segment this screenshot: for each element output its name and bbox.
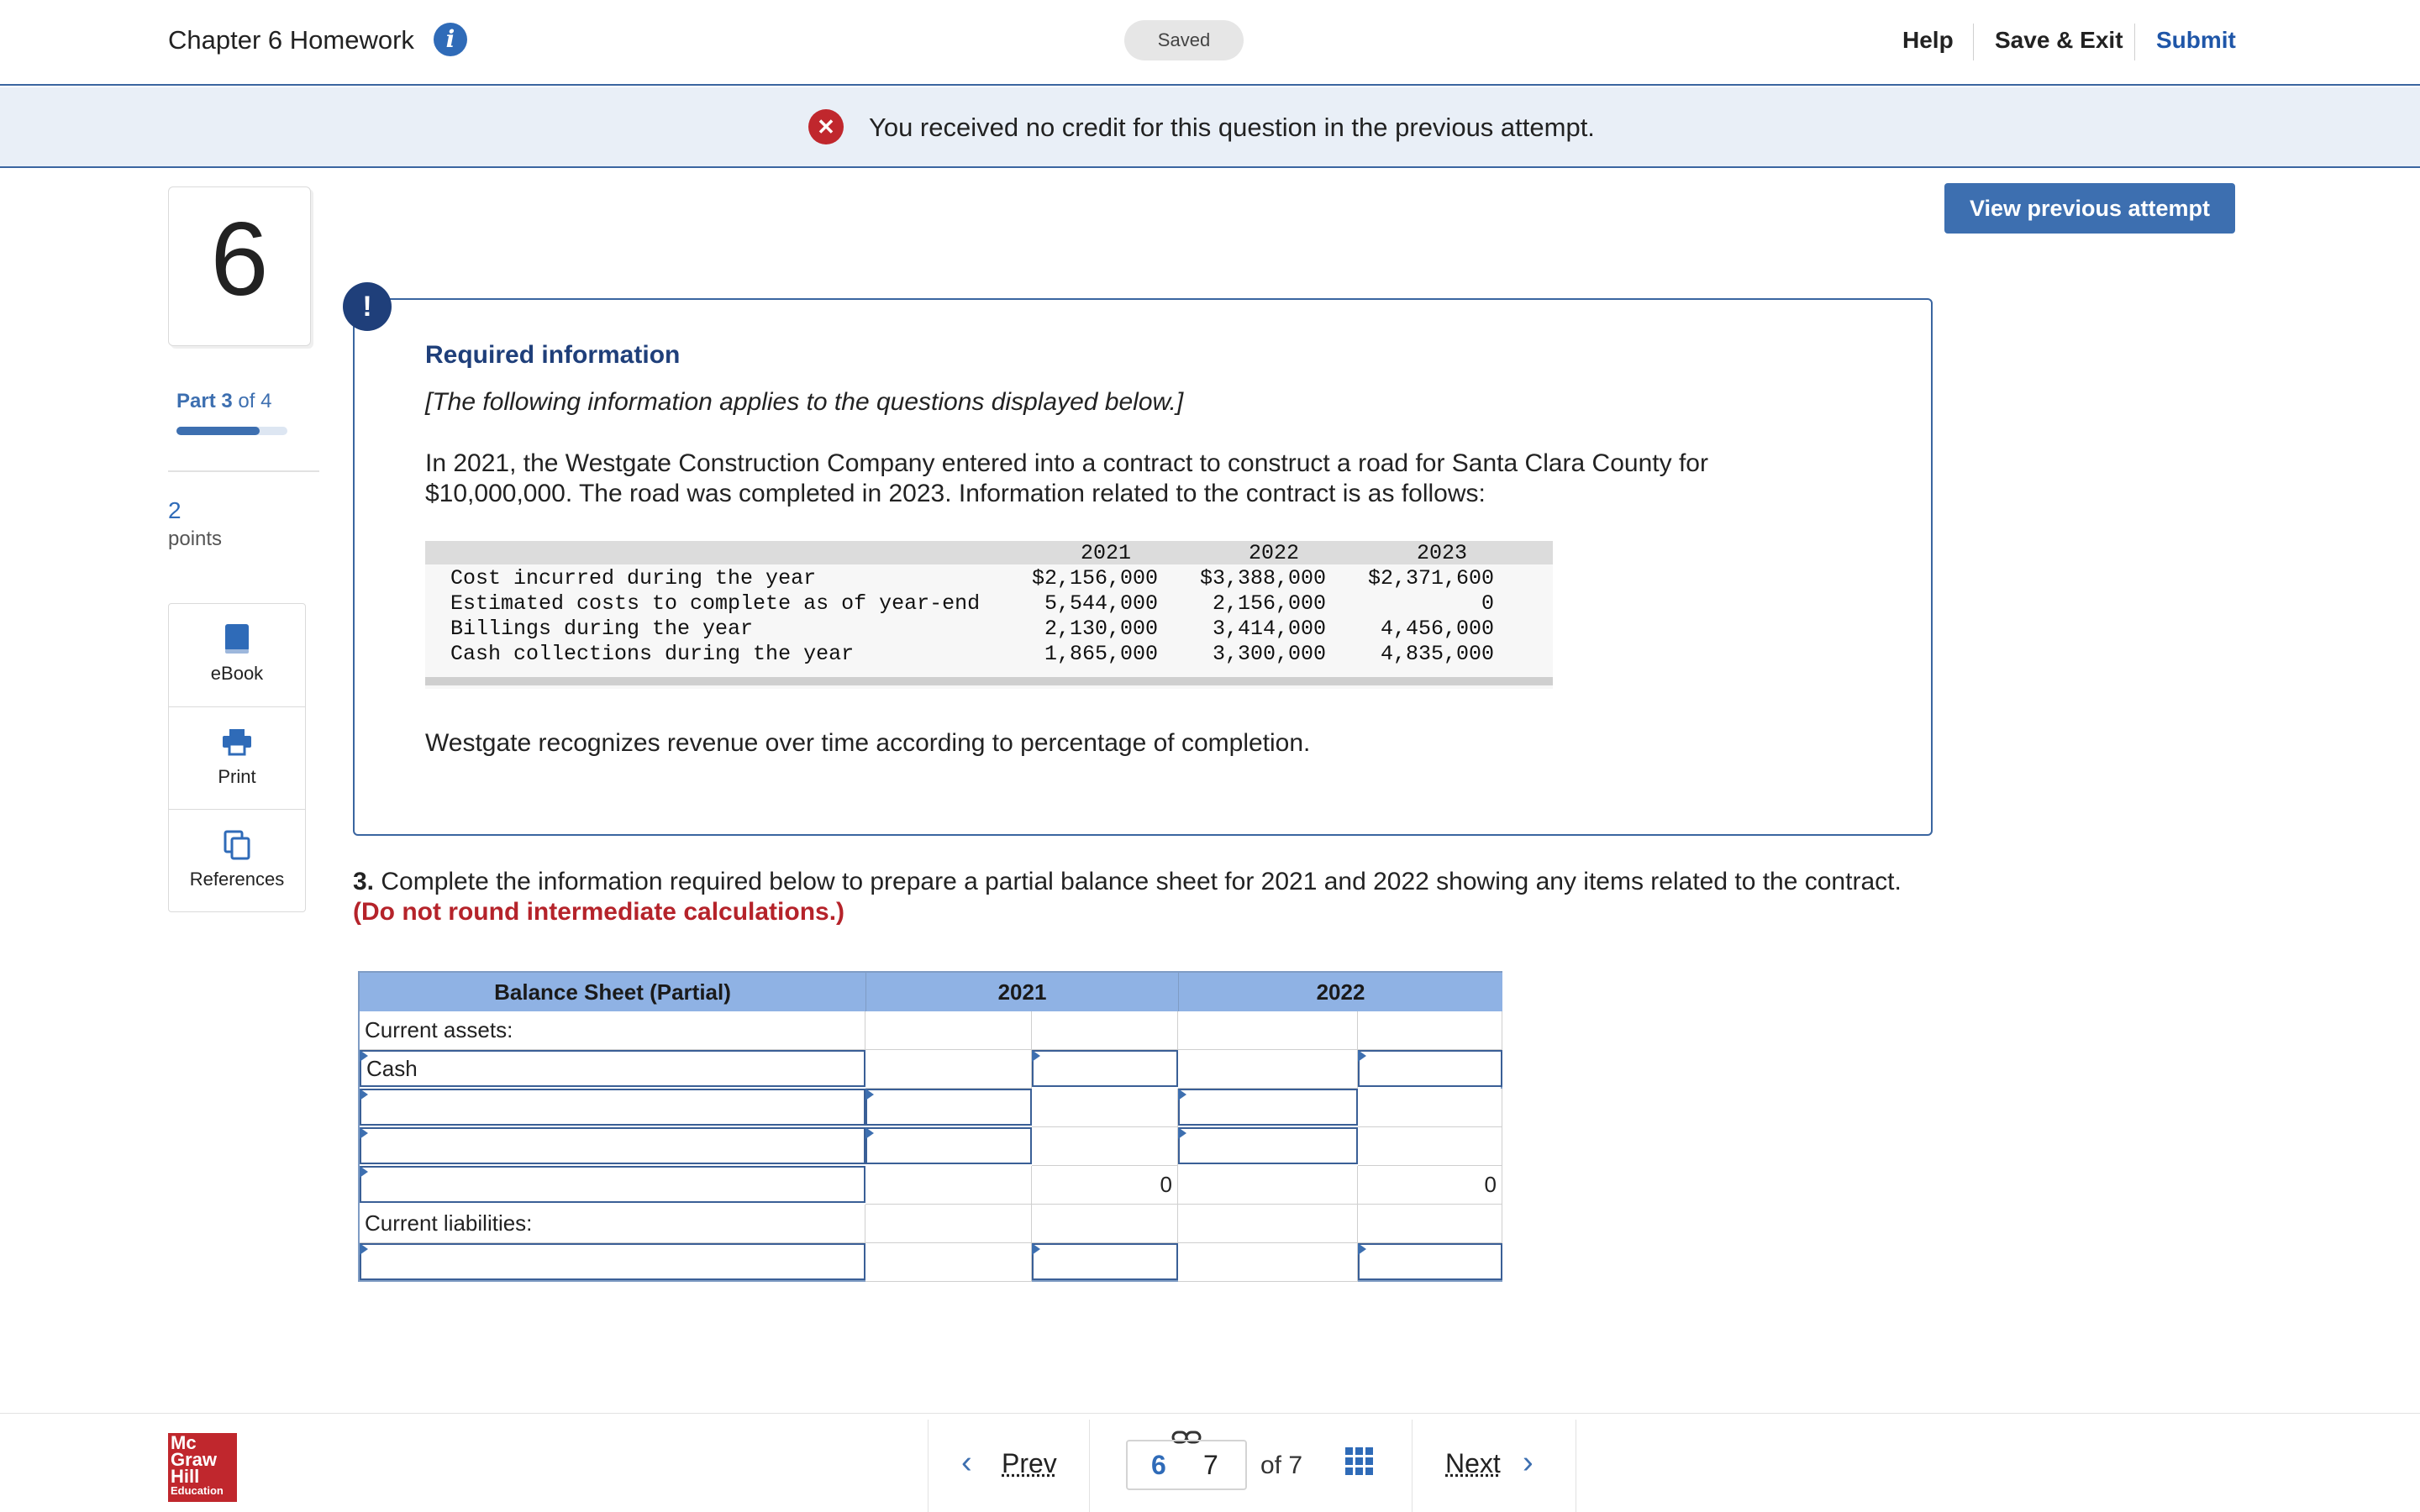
asset-1-2022-input[interactable]	[1178, 1089, 1358, 1126]
balance-sheet-header: Balance Sheet (Partial)	[360, 973, 865, 1011]
empty-cell	[865, 1166, 1032, 1205]
part-indicator	[176, 390, 271, 413]
part-progress-bar	[176, 427, 287, 435]
references-label: References	[189, 869, 285, 890]
data-cell: 3,414,000	[1212, 617, 1326, 641]
liability-2022-input[interactable]	[1358, 1243, 1502, 1280]
data-row-label: Estimated costs to complete as of year-end	[450, 591, 981, 616]
question-body: Complete the information required below to prepare a partial balance sheet for 2021 and 2022 showing any items related to the contract.	[374, 868, 1902, 895]
data-col-header: 2021	[1080, 541, 1131, 565]
recognition-text: Westgate recognizes revenue over time according to percentage of completion.	[425, 729, 1311, 757]
empty-cell	[1032, 1127, 1178, 1166]
saved-status-badge: Saved	[1124, 20, 1244, 60]
total-2022-value: 0	[1358, 1166, 1502, 1205]
save-exit-link[interactable]: Save & Exit	[1995, 27, 2123, 53]
references-button[interactable]	[169, 809, 305, 911]
exclamation-icon: !	[343, 282, 392, 331]
points-value: 2	[168, 497, 182, 523]
copy-pages-icon	[220, 828, 254, 862]
empty-cell	[1032, 1205, 1178, 1243]
data-cell: 4,456,000	[1380, 617, 1494, 641]
sidebar-divider	[168, 470, 319, 472]
nav-divider	[1412, 1420, 1413, 1512]
points-label: points	[168, 528, 223, 550]
data-col-header: 2022	[1248, 541, 1299, 565]
empty-cell	[865, 1011, 1032, 1050]
asset-2-2021-input[interactable]	[865, 1127, 1032, 1164]
nav-divider	[1089, 1420, 1090, 1512]
page-selector[interactable]	[1126, 1440, 1247, 1490]
ebook-label: eBook	[210, 663, 264, 684]
empty-cell	[865, 1050, 1032, 1089]
close-circle-icon: ✕	[808, 109, 844, 144]
logo-line: Mc	[171, 1432, 197, 1453]
header-divider	[1973, 24, 1974, 60]
logo-line: Education	[171, 1484, 224, 1497]
empty-cell	[1178, 1205, 1358, 1243]
data-cell: 3,300,000	[1212, 642, 1326, 666]
print-label: Print	[218, 766, 256, 787]
liability-2021-input[interactable]	[1032, 1243, 1178, 1280]
data-cell: $2,156,000	[1031, 566, 1158, 591]
data-row-label: Cost incurred during the year	[450, 566, 817, 591]
data-cell: 4,835,000	[1380, 642, 1494, 666]
asset-account-dropdown-1[interactable]	[360, 1089, 865, 1126]
data-table-footer	[425, 677, 1553, 685]
cash-label-field[interactable]: Cash	[360, 1050, 865, 1087]
total-current-assets-dropdown[interactable]	[360, 1166, 865, 1203]
page-total: of 7	[1260, 1452, 1303, 1479]
chevron-right-icon[interactable]: ›	[1523, 1445, 1534, 1480]
question-number-label: 3.	[353, 868, 375, 895]
required-info-subtitle: [The following information applies to the questions displayed below.]	[425, 388, 1184, 416]
asset-2-2022-input[interactable]	[1178, 1127, 1358, 1164]
data-cell: 5,544,000	[1044, 591, 1158, 616]
tools-panel	[168, 603, 306, 912]
data-cell: $2,371,600	[1367, 566, 1494, 591]
data-cell: 0	[1481, 591, 1494, 616]
next-page-number[interactable]: 7	[1203, 1450, 1218, 1480]
chevron-left-icon[interactable]: ‹	[961, 1445, 972, 1480]
book-icon	[220, 622, 254, 656]
asset-1-2021-input[interactable]	[865, 1089, 1032, 1126]
ebook-button[interactable]	[169, 604, 305, 706]
question-prompt	[353, 867, 1916, 927]
data-row-label: Cash collections during the year	[450, 642, 855, 666]
cash-2021-input[interactable]	[1032, 1050, 1178, 1087]
total-2021-value: 0	[1032, 1166, 1178, 1205]
empty-cell	[1358, 1089, 1502, 1127]
info-icon[interactable]: i	[434, 23, 467, 56]
prev-button[interactable]: Prev	[1002, 1448, 1057, 1478]
data-cell: $3,388,000	[1199, 566, 1326, 591]
logo-line: Graw	[171, 1449, 218, 1470]
empty-cell	[1358, 1011, 1502, 1050]
empty-cell	[1178, 1011, 1358, 1050]
empty-cell	[1032, 1089, 1178, 1127]
required-info-title: Required information	[425, 341, 681, 369]
print-button[interactable]	[169, 706, 305, 809]
empty-cell	[1032, 1011, 1178, 1050]
cash-2022-input[interactable]	[1358, 1050, 1502, 1087]
grid-view-icon[interactable]	[1344, 1446, 1375, 1477]
current-page-number[interactable]: 6	[1151, 1450, 1166, 1480]
empty-cell	[1358, 1205, 1502, 1243]
balance-sheet-grid	[358, 971, 1502, 1282]
data-col-header: 2023	[1416, 541, 1467, 565]
data-cell: 1,865,000	[1044, 642, 1158, 666]
asset-account-dropdown-2[interactable]	[360, 1127, 865, 1164]
empty-cell	[865, 1205, 1032, 1243]
data-cell: 2,130,000	[1044, 617, 1158, 641]
printer-icon	[220, 726, 254, 759]
current-assets-label: Current assets:	[360, 1011, 865, 1050]
data-cell: 2,156,000	[1212, 591, 1326, 616]
submit-link[interactable]: Submit	[2156, 27, 2236, 53]
empty-cell	[865, 1243, 1032, 1282]
data-row-label: Billings during the year	[450, 617, 754, 641]
empty-cell	[1178, 1050, 1358, 1089]
part-word: Part	[176, 390, 216, 412]
required-info-body: In 2021, the Westgate Construction Company entered into a contract to construct a road for Santa Clara County for $10,000,000. The road was completed in 2023. Information related to the contract is as follows:	[425, 449, 1708, 507]
contract-data-table	[425, 541, 1553, 689]
col-header-2021: 2021	[865, 973, 1178, 1011]
part-of: of 4	[238, 390, 272, 412]
mcgraw-hill-logo	[168, 1433, 237, 1502]
empty-cell	[1358, 1127, 1502, 1166]
assignment-title: Chapter 6 Homework	[168, 25, 414, 55]
header-divider	[2134, 24, 2135, 60]
empty-cell	[1178, 1166, 1358, 1205]
part-progress-fill	[176, 427, 260, 435]
liability-account-dropdown[interactable]	[360, 1243, 865, 1280]
current-liabilities-label: Current liabilities:	[360, 1205, 865, 1243]
notice-text: You received no credit for this question in the previous attempt.	[869, 113, 1595, 142]
help-link[interactable]: Help	[1902, 27, 1954, 53]
next-button[interactable]: Next	[1445, 1448, 1501, 1478]
view-previous-attempt-button[interactable]: View previous attempt	[1944, 183, 2235, 234]
empty-cell	[1178, 1243, 1358, 1282]
footer-divider	[0, 1413, 2420, 1414]
question-number: 6	[210, 202, 269, 318]
col-header-2022: 2022	[1178, 973, 1502, 1011]
question-warning: (Do not round intermediate calculations.)	[353, 898, 845, 926]
logo-line: Hill	[171, 1466, 200, 1487]
part-current: 3	[221, 390, 233, 412]
